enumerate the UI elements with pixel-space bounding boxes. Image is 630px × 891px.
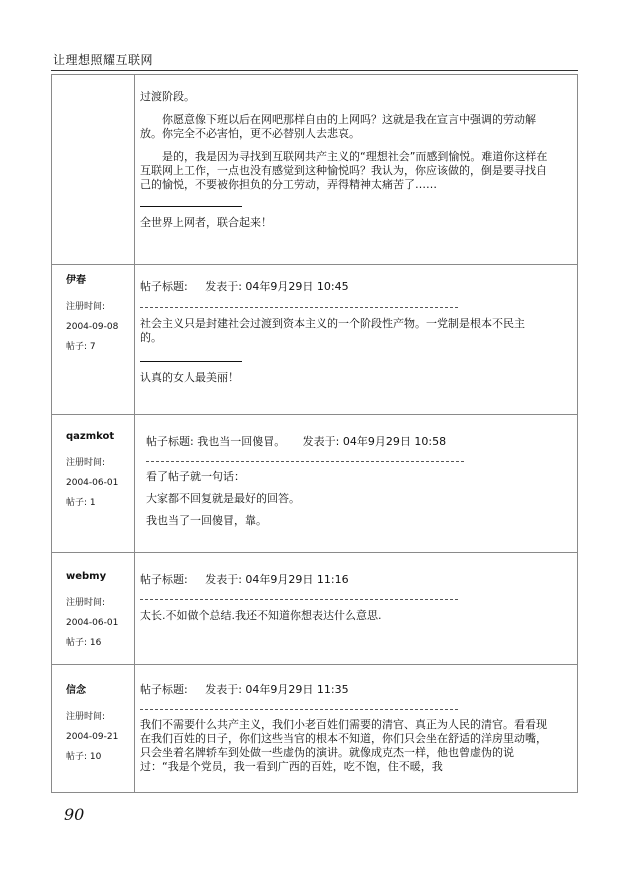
- posts-value: 16: [89, 638, 102, 648]
- post-signature: 全世界上网者，联合起来！: [140, 216, 272, 229]
- dashed-divider: [146, 461, 464, 462]
- row-separator: [51, 552, 578, 553]
- username: qazmkot: [66, 431, 115, 442]
- dashed-divider: [140, 709, 458, 710]
- register-label: 注册时间:: [66, 712, 106, 722]
- row-separator: [51, 414, 578, 415]
- user-info: [66, 430, 118, 517]
- register-date: 2004-06-01: [66, 618, 119, 628]
- post-body: [140, 90, 550, 230]
- post-body: [146, 435, 556, 528]
- posts-label: 帖子:: [66, 638, 88, 648]
- post-paragraph: 你愿意像下班以后在网吧那样自由的上网吗？这就是我在宣言中强调的劳动解放。你完全不必害怕，更不必替别人去悲哀。: [140, 113, 536, 140]
- post-count: [66, 497, 118, 510]
- header-rule: [51, 70, 578, 71]
- post-subject-line: 帖子标题: 我也当一回傻冒。 发表于: 04年9月29日 10:58: [146, 435, 447, 448]
- username: 伊春: [66, 275, 86, 286]
- post-paragraph: 大家都不回复就是最好的回答。: [146, 492, 300, 505]
- post-subject-line: 帖子标题: 发表于: 04年9月29日 11:16: [140, 573, 349, 586]
- username: webmy: [66, 571, 107, 582]
- posts-value: 1: [89, 498, 96, 508]
- post-count: [66, 751, 118, 764]
- post-subject-line: 帖子标题: 发表于: 04年9月29日 10:45: [140, 280, 349, 293]
- post-paragraph: 是的，我是因为寻找到互联网共产主义的“理想社会”而感到愉悦。难道你这样在互联网上工作，一点也没有感觉到这种愉悦吗？我认为，你应该做的，倒是要寻找自己的愉悦，不要被你担负的分工劳动，弄得精神太痛苦了……: [140, 150, 548, 191]
- post-paragraph: 我们不需要什么共产主义，我们小老百姓们需要的清官、真正为人民的清官。看看现在我们百姓的日子，你们这些当官的根本不知道，你们只会坐在舒适的洋房里动嘴，只会坐着名牌轿车到处做一些虚伪的演讲。就像成克杰一样，他也曾虚伪的说过：“我是个党员，我一看到广西的百姓，吃不饱，住不暖，我: [140, 718, 547, 773]
- register-label: 注册时间:: [66, 598, 106, 608]
- user-info: [66, 274, 118, 361]
- page-number: 90: [64, 805, 85, 824]
- post-subject-line: 帖子标题: 发表于: 04年9月29日 11:35: [140, 683, 349, 696]
- post-body: [140, 573, 550, 623]
- row-separator: [51, 264, 578, 265]
- username: 信念: [66, 685, 86, 696]
- posts-label: 帖子:: [66, 752, 88, 762]
- book-running-header: 让理想照耀互联网: [53, 53, 154, 67]
- register-date: 2004-09-08: [66, 322, 119, 332]
- post-paragraph: 过渡阶段。: [140, 90, 195, 103]
- post-count: [66, 637, 118, 650]
- post-count: [66, 341, 118, 354]
- posts-value: 10: [89, 752, 102, 762]
- user-info: [66, 684, 118, 771]
- post-paragraph: 我也当了一回傻冒，靠。: [146, 514, 267, 527]
- post-paragraph: 看了帖子就一句话：: [146, 470, 245, 483]
- post-signature: 认真的女人最美丽！: [140, 371, 239, 384]
- posts-label: 帖子:: [66, 342, 88, 352]
- dashed-divider: [140, 599, 458, 600]
- post-paragraph: 社会主义只是封建社会过渡到资本主义的一个阶段性产物。一党制是根本不民主的。: [140, 317, 525, 344]
- register-date: 2004-06-01: [66, 478, 119, 488]
- signature-divider: [140, 206, 242, 207]
- register-date: 2004-09-21: [66, 732, 119, 742]
- user-info: [66, 570, 118, 657]
- column-divider: [134, 74, 135, 793]
- register-label: 注册时间:: [66, 458, 106, 468]
- row-separator: [51, 664, 578, 665]
- posts-value: 7: [89, 342, 96, 352]
- signature-divider: [140, 361, 242, 362]
- dashed-divider: [140, 307, 458, 308]
- posts-label: 帖子:: [66, 498, 88, 508]
- post-body: [140, 683, 550, 774]
- post-body: [140, 280, 550, 385]
- register-label: 注册时间:: [66, 302, 106, 312]
- post-paragraph: 太长.不如做个总结.我还不知道你想表达什么意思.: [140, 609, 382, 622]
